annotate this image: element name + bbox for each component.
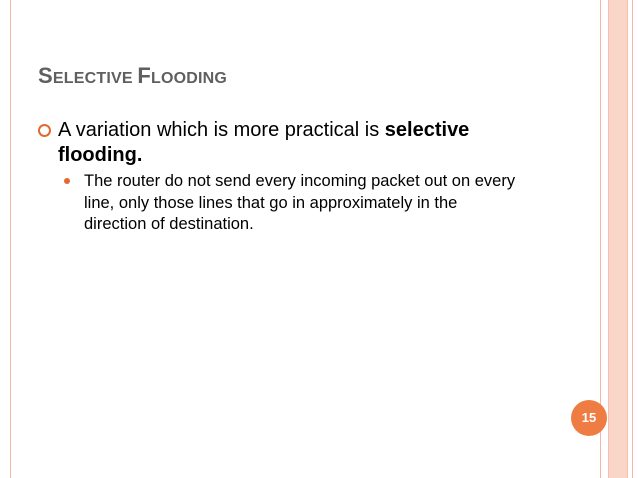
ring-bullet-icon [38,124,51,137]
slide-title [38,63,227,89]
page-number-badge: 15 [571,400,607,436]
dot-bullet-icon [64,178,70,184]
bullet-item [38,118,518,168]
title-initial-2: F [137,63,152,88]
title-rest-1: ELECTIVE [52,70,133,87]
title-rest-2: LOODING [151,70,228,87]
right-decorative-band [608,0,628,478]
left-border-line [10,0,11,478]
right-edge-line [632,0,633,478]
bullet-text-plain: A variation which is more practical is [58,119,385,141]
bullet-text [58,118,518,168]
sub-bullet-text: The router do not send every incoming packet out on every line, only those lines that go in approximately in the direction of destination. [84,172,516,233]
sub-bullet-item [64,171,524,236]
title-initial-1: S [38,63,53,88]
bullet-text-bold: selective flooding. [58,119,470,166]
